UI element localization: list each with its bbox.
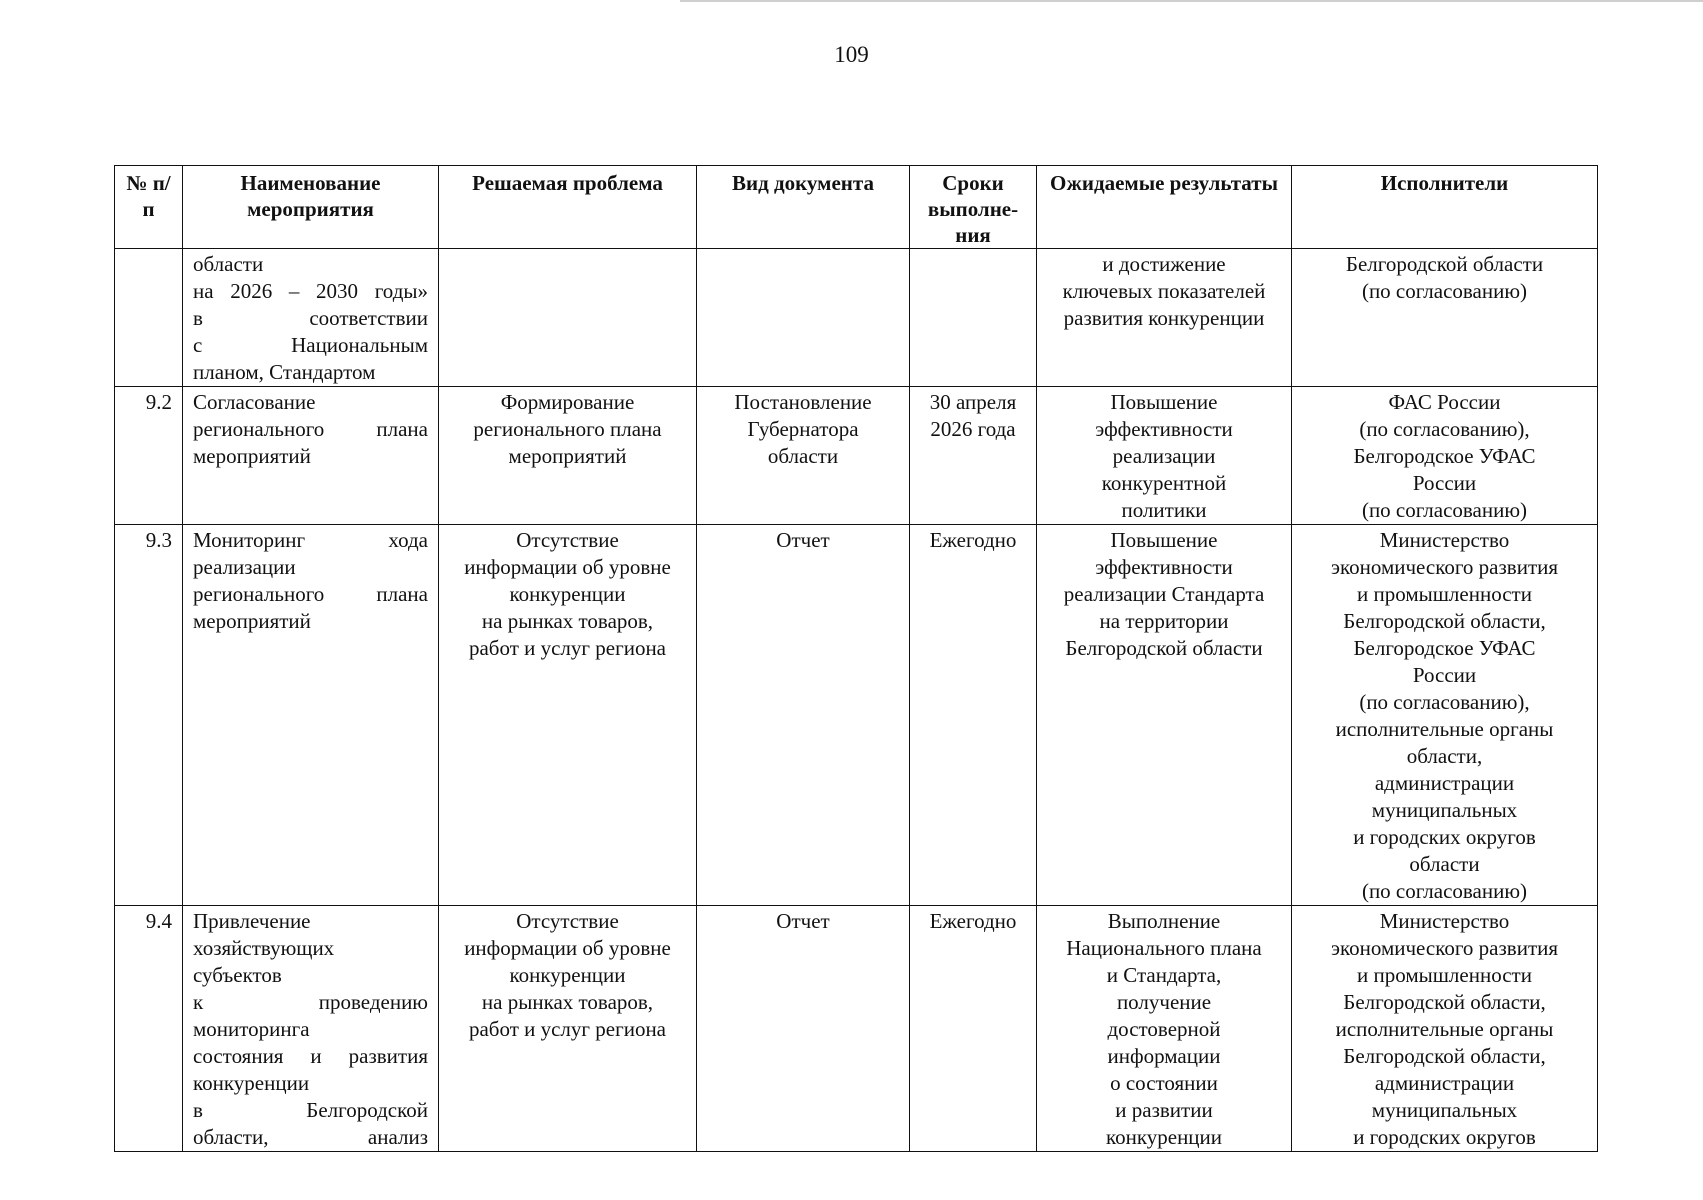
result-line: Национального плана: [1066, 936, 1262, 960]
problem-line: конкуренции: [509, 963, 626, 987]
measure-name-line: состояния и развития: [193, 1044, 428, 1068]
problem-cell: [439, 387, 697, 525]
measure-name-cell: [183, 525, 439, 906]
executor-line: и городских округов: [1353, 825, 1536, 849]
table-row: [115, 249, 1598, 387]
result-line: конкуренции: [1105, 1125, 1223, 1149]
measure-name-line: области: [193, 252, 264, 276]
executor-line: экономического развития: [1330, 555, 1559, 579]
col-header-expected-results: Ожидаемые результаты: [1037, 166, 1292, 249]
executor-line: Белгородское УФАС: [1353, 444, 1536, 468]
executor-line: (по согласованию): [1361, 879, 1528, 903]
document-type-line: Постановление: [734, 390, 872, 414]
result-line: информации: [1107, 1044, 1221, 1068]
executor-line: ФАС России: [1388, 390, 1501, 414]
problem-line: Отсутствие: [516, 528, 619, 552]
executor-line: муниципальных: [1371, 1098, 1518, 1122]
executors-cell: [1292, 525, 1598, 906]
problem-line: работ и услуг региона: [468, 1017, 667, 1041]
result-line: достоверной: [1107, 1017, 1221, 1041]
measure-name-line: реализации: [193, 555, 296, 579]
measure-name-line: области, анализ: [193, 1125, 428, 1149]
executor-line: области,: [1406, 744, 1483, 768]
result-line: эффективности: [1095, 417, 1233, 441]
measure-name-cell: [183, 387, 439, 525]
executor-line: (по согласованию): [1361, 279, 1528, 303]
document-type-line: Губернатора: [747, 417, 859, 441]
measure-name-line: Согласование: [193, 390, 316, 414]
measure-name-line: Мониторинг хода: [193, 528, 428, 552]
problem-line: регионального плана: [473, 417, 662, 441]
measure-name-line: в соответствии: [193, 306, 428, 330]
measure-name-line: конкуренции: [193, 1071, 310, 1095]
problem-line: Формирование: [500, 390, 635, 414]
scan-top-rule: [680, 0, 1703, 2]
result-line: Повышение: [1110, 390, 1218, 414]
executor-line: исполнительные органы: [1335, 717, 1554, 741]
document-type-line: области: [767, 444, 839, 468]
expected-results-cell: [1037, 525, 1292, 906]
executor-line: области: [1409, 852, 1480, 876]
document-type-cell: [697, 249, 910, 387]
problem-line: мероприятий: [508, 444, 627, 468]
result-line: политики: [1121, 498, 1207, 522]
deadline-line: 2026 года: [930, 417, 1016, 441]
measure-name-line: мероприятий: [193, 609, 311, 633]
table-header-row: [115, 166, 1598, 249]
result-line: ключевых показателей: [1062, 279, 1266, 303]
measure-name-line: в Белгородской: [193, 1098, 428, 1122]
measure-name-line: с Национальным: [193, 333, 428, 357]
document-type-cell: [697, 387, 910, 525]
col-header-number: № п/п: [115, 166, 183, 249]
measure-name-line: мероприятий: [193, 444, 311, 468]
executor-line: администрации: [1374, 771, 1515, 795]
result-line: получение: [1116, 990, 1212, 1014]
table-row: [115, 906, 1598, 1152]
executors-cell: [1292, 249, 1598, 387]
col-header-document-type: Вид документа: [697, 166, 910, 249]
measure-name-line: регионального плана: [193, 582, 428, 606]
col-header-measure-name: Наименование мероприятия: [183, 166, 439, 249]
result-line: и развитии: [1115, 1098, 1213, 1122]
executor-line: Министерство: [1379, 528, 1510, 552]
executor-line: муниципальных: [1371, 798, 1518, 822]
executor-line: и городских округов: [1353, 1125, 1536, 1149]
executor-line: (по согласованию),: [1359, 417, 1530, 441]
measure-name-line: субъектов: [193, 963, 282, 987]
result-line: эффективности: [1095, 555, 1233, 579]
problem-line: на рынках товаров,: [481, 609, 654, 633]
executor-line: (по согласованию),: [1359, 690, 1530, 714]
expected-results-cell: [1037, 249, 1292, 387]
measures-table: [114, 165, 1598, 1152]
problem-line: конкуренции: [509, 582, 626, 606]
measure-name-line: мониторинга: [193, 1017, 310, 1041]
deadline-cell: Ежегодно: [910, 525, 1037, 906]
measure-name-line: Привлечение: [193, 909, 311, 933]
problem-cell: [439, 906, 697, 1152]
executor-line: Белгородской области,: [1343, 1044, 1546, 1068]
deadline-line: 30 апреля: [929, 390, 1017, 414]
result-line: развития конкуренции: [1063, 306, 1265, 330]
row-number: 9.3: [115, 525, 183, 906]
problem-line: Отсутствие: [516, 909, 619, 933]
problem-line: информации об уровне: [464, 555, 671, 579]
executor-line: экономического развития: [1330, 936, 1559, 960]
measure-name-line: регионального плана: [193, 417, 428, 441]
executor-line: Министерство: [1379, 909, 1510, 933]
result-line: реализации Стандарта: [1063, 582, 1265, 606]
result-line: конкурентной: [1101, 471, 1227, 495]
executor-line: Белгородской области,: [1343, 990, 1546, 1014]
deadline-cell: Ежегодно: [910, 906, 1037, 1152]
deadline-cell: [910, 249, 1037, 387]
expected-results-cell: [1037, 906, 1292, 1152]
executors-cell: [1292, 387, 1598, 525]
result-line: Повышение: [1110, 528, 1218, 552]
result-line: и достижение: [1102, 252, 1226, 276]
result-line: на территории: [1099, 609, 1229, 633]
row-number: 9.4: [115, 906, 183, 1152]
executor-line: (по согласованию): [1361, 498, 1528, 522]
executor-line: Белгородской области: [1345, 252, 1544, 276]
executor-line: администрации: [1374, 1071, 1515, 1095]
table-row: [115, 387, 1598, 525]
measure-name-line: к проведению: [193, 990, 428, 1014]
row-number: 9.2: [115, 387, 183, 525]
document-type-cell: Отчет: [697, 906, 910, 1152]
col-header-problem: Решаемая проблема: [439, 166, 697, 249]
measure-name-cell: [183, 249, 439, 387]
problem-line: работ и услуг региона: [468, 636, 667, 660]
executor-line: и промышленности: [1357, 963, 1532, 987]
document-type-cell: Отчет: [697, 525, 910, 906]
measure-name-cell: [183, 906, 439, 1152]
executor-line: России: [1412, 471, 1477, 495]
problem-line: информации об уровне: [464, 936, 671, 960]
deadline-cell: [910, 387, 1037, 525]
measure-name-line: на 2026 – 2030 годы»: [193, 279, 428, 303]
result-line: о состоянии: [1110, 1071, 1218, 1095]
col-header-deadline: Сроки выполне-ния: [910, 166, 1037, 249]
executor-line: Белгородское УФАС: [1353, 636, 1536, 660]
col-header-executors: Исполнители: [1292, 166, 1598, 249]
executor-line: исполнительные органы: [1335, 1017, 1554, 1041]
problem-cell: [439, 249, 697, 387]
problem-cell: [439, 525, 697, 906]
result-line: реализации: [1112, 444, 1216, 468]
page-number: 109: [834, 42, 869, 67]
table-row: [115, 525, 1598, 906]
executor-line: России: [1412, 663, 1477, 687]
result-line: Белгородской области: [1065, 636, 1263, 660]
executor-line: и промышленности: [1357, 582, 1532, 606]
problem-line: на рынках товаров,: [481, 990, 654, 1014]
executor-line: Белгородской области,: [1343, 609, 1546, 633]
row-number: [115, 249, 183, 387]
result-line: Выполнение: [1107, 909, 1221, 933]
measure-name-line: хозяйствующих: [193, 936, 335, 960]
expected-results-cell: [1037, 387, 1292, 525]
measure-name-line: планом, Стандартом: [193, 360, 376, 384]
executors-cell: [1292, 906, 1598, 1152]
result-line: и Стандарта,: [1106, 963, 1222, 987]
